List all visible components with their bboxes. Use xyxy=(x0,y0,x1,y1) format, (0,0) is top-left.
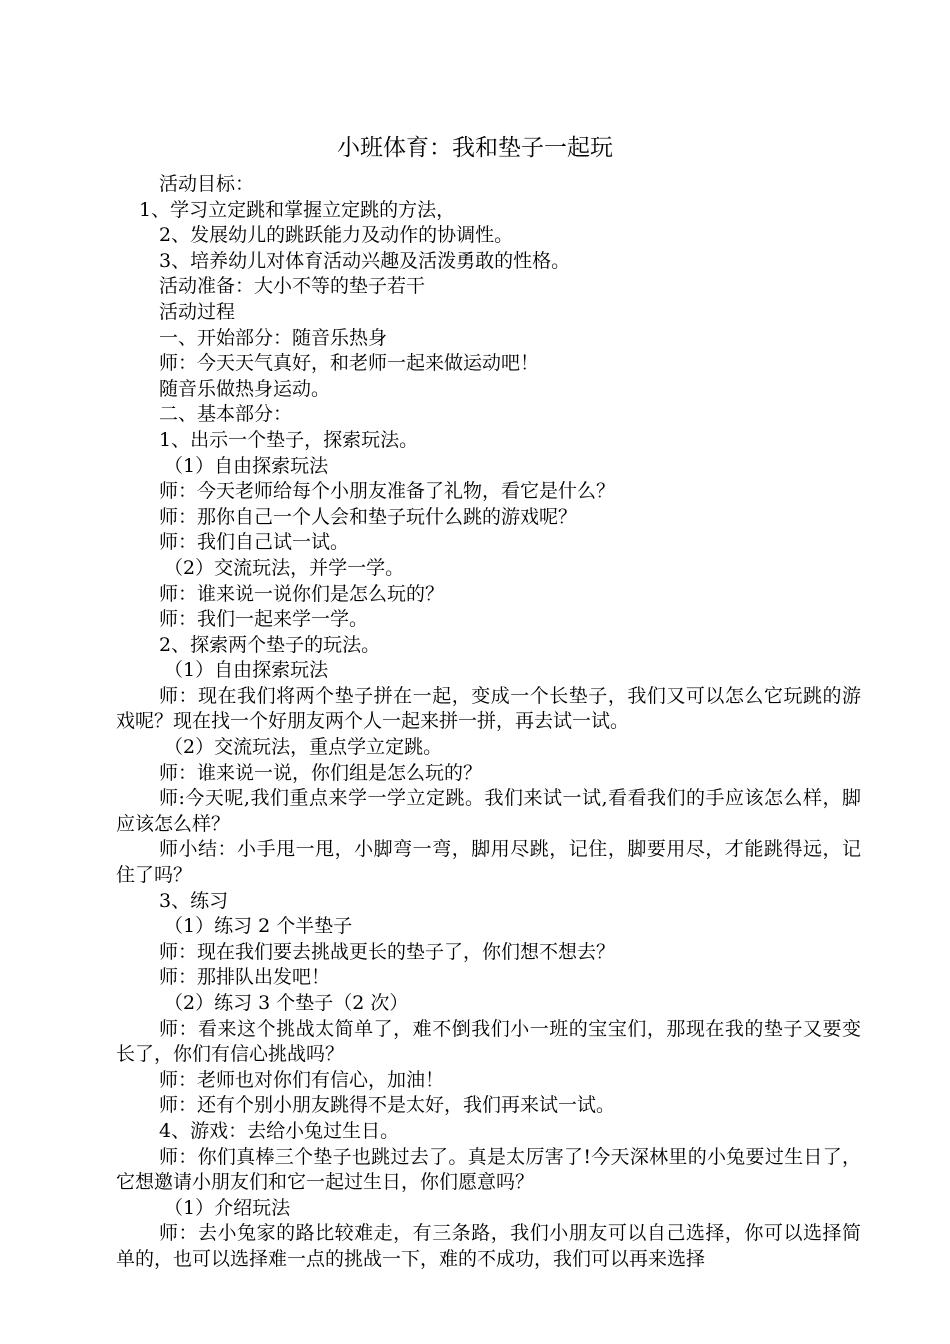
body-line: 师：老师也对你们有信心，加油！ xyxy=(159,1068,445,1091)
body-line: （1）练习 2 个半垫子 xyxy=(164,915,353,938)
document-body xyxy=(116,172,861,1273)
body-paragraph: 师：看来这个挑战太简单了，难不倒我们小一班的宝宝们，那现在我的垫子又要变长了，你们有信心挑战吗？ xyxy=(116,1017,861,1066)
body-line: 师：我们自己试一试。 xyxy=(159,531,350,554)
body-line: 师：那你自己一个人会和垫子玩什么跳的游戏呢？ xyxy=(159,505,578,528)
body-line: 活动准备：大小不等的垫子若干 xyxy=(159,275,426,298)
body-line: 二、基本部分： xyxy=(159,403,293,426)
body-line: （1）自由探索玩法 xyxy=(164,659,329,682)
body-line: 师：今天老师给每个小朋友准备了礼物，看它是什么？ xyxy=(159,480,616,503)
body-line: 师：我们一起来学一学。 xyxy=(159,608,369,631)
document-title: 小班体育：我和垫子一起玩 xyxy=(337,135,613,161)
body-line: （2）练习 3 个垫子（2 次） xyxy=(164,992,409,1014)
body-line: 师：谁来说一说，你们组是怎么玩的？ xyxy=(159,761,483,784)
body-line: 一、开始部分：随音乐热身 xyxy=(159,326,388,349)
body-line: 2、发展幼儿的跳跃能力及动作的协调性。 xyxy=(159,224,514,247)
body-line: 师：谁来说一说你们是怎么玩的？ xyxy=(159,582,445,605)
body-line: （1）自由探索玩法 xyxy=(164,454,329,477)
body-line: 1、出示一个垫子，探索玩法。 xyxy=(159,428,419,451)
body-line: 师：那排队出发吧！ xyxy=(159,966,331,989)
body-paragraph: 师：现在我们将两个垫子拼在一起，变成一个长垫子，我们又可以怎么它玩跳的游戏呢？现在找一个好朋友两个人一起来拼一拼，再去试一试。 xyxy=(116,684,861,733)
body-line: （1）介绍玩法 xyxy=(164,1196,291,1219)
body-paragraph: 师小结：小手甩一甩，小脚弯一弯，脚用尽跳，记住，脚要用尽，才能跳得远，记住了吗？ xyxy=(116,838,861,887)
body-line: 随音乐做热身运动。 xyxy=(159,377,331,400)
body-line: 4、游戏：去给小兔过生日。 xyxy=(159,1119,400,1142)
body-paragraph: 师：去小兔家的路比较难走，有三条路，我们小朋友可以自己选择，你可以选择简单的，也可以选择难一点的挑战一下，难的不成功，我们可以再来选择 xyxy=(116,1222,861,1270)
body-line: 3、培养幼儿对体育活动兴趣及活泼勇敢的性格。 xyxy=(159,249,571,272)
body-line: 1、学习立定跳和掌握立定跳的方法， xyxy=(139,198,456,221)
body-paragraph: 师:今天呢,我们重点来学一学立定跳。我们来试一试,看看我们的手应该怎么样，脚应该怎么样？ xyxy=(116,787,861,835)
body-line: 活动目标： xyxy=(159,173,255,195)
body-line: 活动过程 xyxy=(159,300,236,323)
body-line: 师：现在我们要去挑战更长的垫子了，你们想不想去？ xyxy=(159,940,616,963)
body-line: 2、探索两个垫子的玩法。 xyxy=(159,633,381,656)
body-line: 3、练习 xyxy=(159,889,229,912)
body-line: （2）交流玩法，重点学立定跳。 xyxy=(164,736,443,759)
body-paragraph: 师：你们真棒三个垫子也跳过去了。真是太厉害了!今天深林里的小兔要过生日了，它想邀请小朋友们和它一起过生日，你们愿意吗？ xyxy=(116,1145,861,1194)
body-line: 师：还有个别小朋友跳得不是太好，我们再来试一试。 xyxy=(159,1094,616,1117)
body-line: 师：今天天气真好，和老师一起来做运动吧！ xyxy=(159,352,540,375)
body-line: （2）交流玩法，并学一学。 xyxy=(164,556,405,579)
